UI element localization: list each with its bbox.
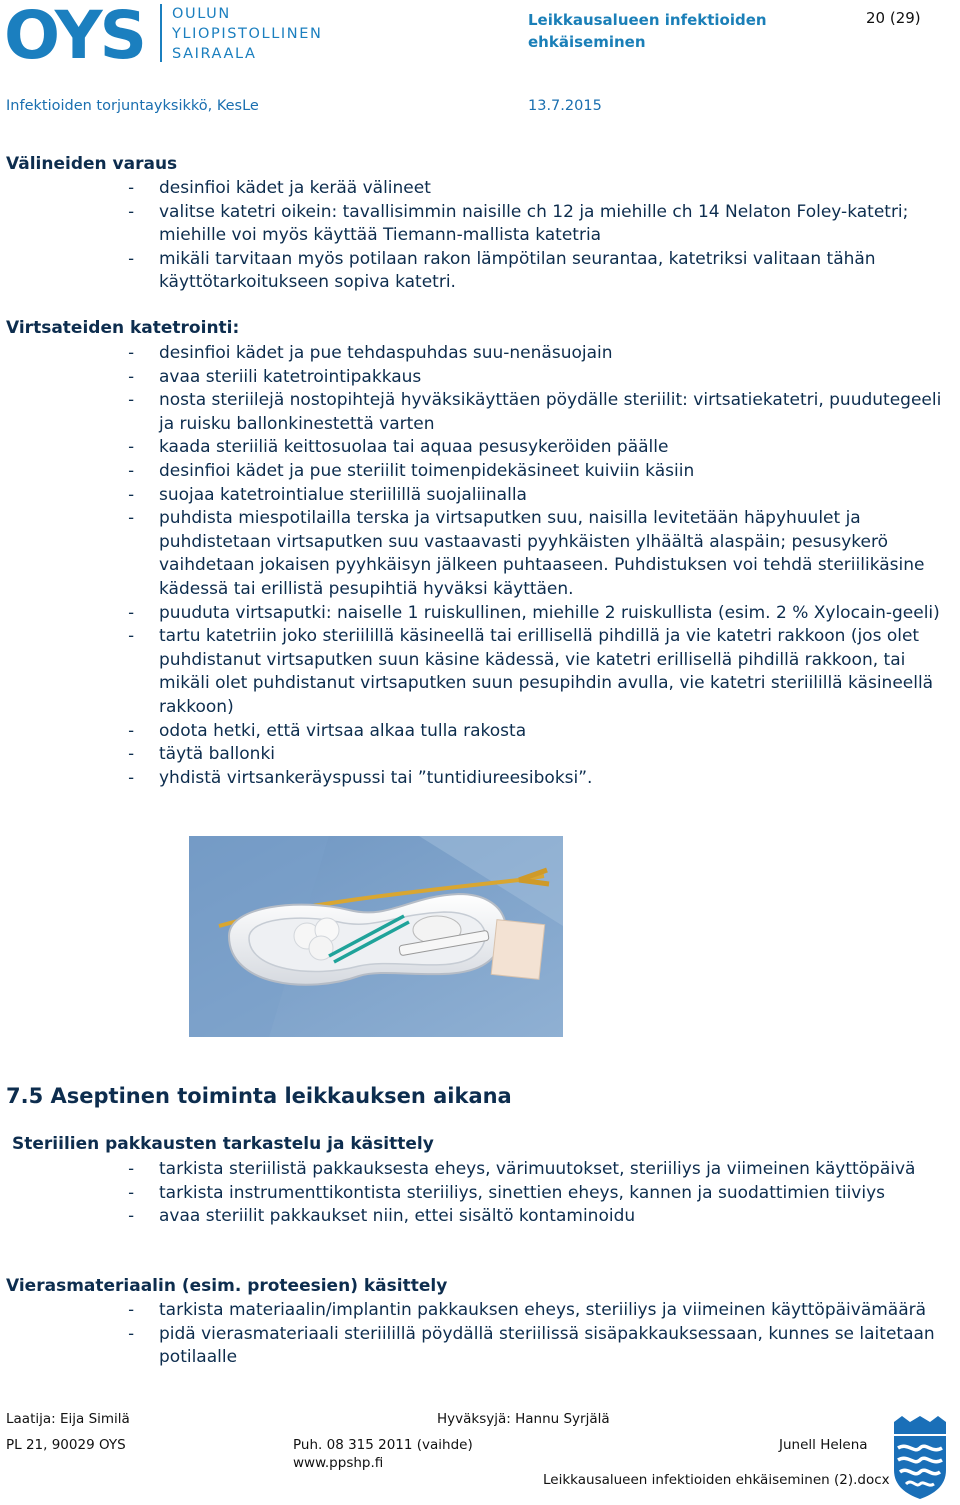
footer-phone: Puh. 08 315 2011 (vaihde) [293, 1437, 473, 1453]
foreign-material-list [0, 1299, 959, 1370]
footer-name: Junell Helena [779, 1437, 868, 1453]
list-item: - valitse katetri oikein: tavallisimmin naisille ch 12 ja miehille ch 14 Nelaton Foley-katetri; miehille voi myös käyttää Tiemann-mallista katetria [0, 201, 959, 248]
coat-of-arms-icon [888, 1414, 952, 1500]
list-item: - nosta steriilejä nostopihtejä hyväksikäyttäen pöydälle steriilit: virtsatiekatetri, puudutegeeli ja ruisku ballonkinestettä varten [0, 389, 959, 436]
footer-filename: Leikkausalueen infektioiden ehkäiseminen (2).docx [543, 1472, 890, 1488]
list-item: - desinfioi kädet ja kerää välineet [0, 177, 959, 201]
logo-line-2: YLIOPISTOLLINEN [172, 26, 323, 42]
footer-website[interactable]: www.ppshp.fi [293, 1455, 384, 1471]
list-item: - odota hetki, että virtsaa alkaa tulla rakosta [0, 720, 959, 744]
main-heading-aseptic: 7.5 Aseptinen toiminta leikkauksen aikana [6, 1084, 512, 1108]
section-heading-foreign-material: Vierasmateriaalin (esim. proteesien) käsittely [6, 1276, 448, 1296]
list-item: - mikäli tarvitaan myös potilaan rakon lämpötilan seurantaa, katetriksi valitaan tähän käyttötarkoitukseen sopiva katetri. [0, 248, 959, 295]
section-heading-equipment: Välineiden varaus [6, 154, 178, 174]
list-item: - desinfioi kädet ja pue tehdaspuhdas suu-nenäsuojain [0, 342, 959, 366]
logo-line-1: OULUN [172, 6, 231, 22]
list-item: - suojaa katetrointialue steriilillä suojaliinalla [0, 484, 959, 508]
oys-logo-mark: OYS [4, 2, 145, 64]
footer-approver: Hyväksyjä: Hannu Syrjälä [437, 1411, 610, 1427]
oys-logo [4, 2, 156, 64]
document-title: Leikkausalueen infektioiden ehkäiseminen [528, 11, 767, 51]
page-number: 20 (29) [866, 9, 921, 27]
footer-address: PL 21, 90029 OYS [6, 1437, 126, 1453]
catheter-kit-photo [189, 836, 563, 1037]
equipment-list [0, 177, 959, 295]
list-item: - tarkista steriilistä pakkauksesta eheys, värimuutokset, steriiliys ja viimeinen käyttöpäivä [0, 1158, 959, 1182]
section-heading-catheterization: Virtsateiden katetrointi: [6, 318, 240, 338]
list-item: - tarkista instrumenttikontista steriiliys, sinettien eheys, kannen ja suodattimien tiiviys [0, 1182, 959, 1206]
section-heading-sterile-packages: Steriilien pakkausten tarkastelu ja käsittely [12, 1134, 434, 1154]
list-item: - yhdistä virtsankeräyspussi tai ”tuntidiureesiboksi”. [0, 767, 959, 791]
list-item: - pidä vierasmateriaali steriilillä pöydällä steriilissä sisäpakkauksessaan, kunnes se laitetaan potilaalle [0, 1323, 959, 1370]
logo-wordmark [172, 4, 322, 64]
list-item: - tarkista materiaalin/implantin pakkauksen eheys, steriiliys ja viimeinen käyttöpäivämäärä [0, 1299, 959, 1323]
list-item: - täytä ballonki [0, 743, 959, 767]
list-item: - desinfioi kädet ja pue steriilit toimenpidekäsineet kuiviin käsiin [0, 460, 959, 484]
document-date: 13.7.2015 [528, 98, 602, 114]
list-item: - avaa steriilit pakkaukset niin, ettei sisältö kontaminoidu [0, 1205, 959, 1229]
department-unit: Infektioiden torjuntayksikkö, KesLe [6, 98, 259, 114]
list-item: - puhdista miespotilailla terska ja virtsaputken suu, naisilla levitetään häpyhuulet ja puhdistetaan virtsaputken suu vastaavasti pyyhkäisten ylhäältä alaspäin; pesusykerö vaihdetaan jokaisen pyyhkäisyn jälkeen puhtaaseen. Puhdistuksen voi tehdä steriilikäsine kädessä tai erillistä pesupihtiä hyväksi käyttäen. [0, 507, 959, 601]
footer-author: Laatija: Eija Similä [6, 1411, 130, 1427]
logo-divider [160, 4, 162, 62]
list-item: - avaa steriili katetrointipakkaus [0, 366, 959, 390]
list-item: - kaada steriiliä keittosuolaa tai aquaa pesusykeröiden päälle [0, 436, 959, 460]
catheterization-list [0, 342, 959, 790]
list-item: - tartu katetriin joko steriilillä käsineellä tai erillisellä pihdillä ja vie katetri rakkoon (jos olet puhdistanut virtsaputken suun käsine kädessä, vie katetri erillisellä pihdillä rakkoon, tai mikäli olet puhdistanut virtsaputken suun pesupihdin avulla, vie katetri steriilillä käsineellä rakkoon) [0, 625, 959, 719]
sterile-packages-list [0, 1158, 959, 1229]
list-item: - puuduta virtsaputki: naiselle 1 ruiskullinen, miehille 2 ruiskullista (esim. 2 % Xylocain-geeli) [0, 602, 959, 626]
logo-line-3: SAIRAALA [172, 46, 257, 62]
